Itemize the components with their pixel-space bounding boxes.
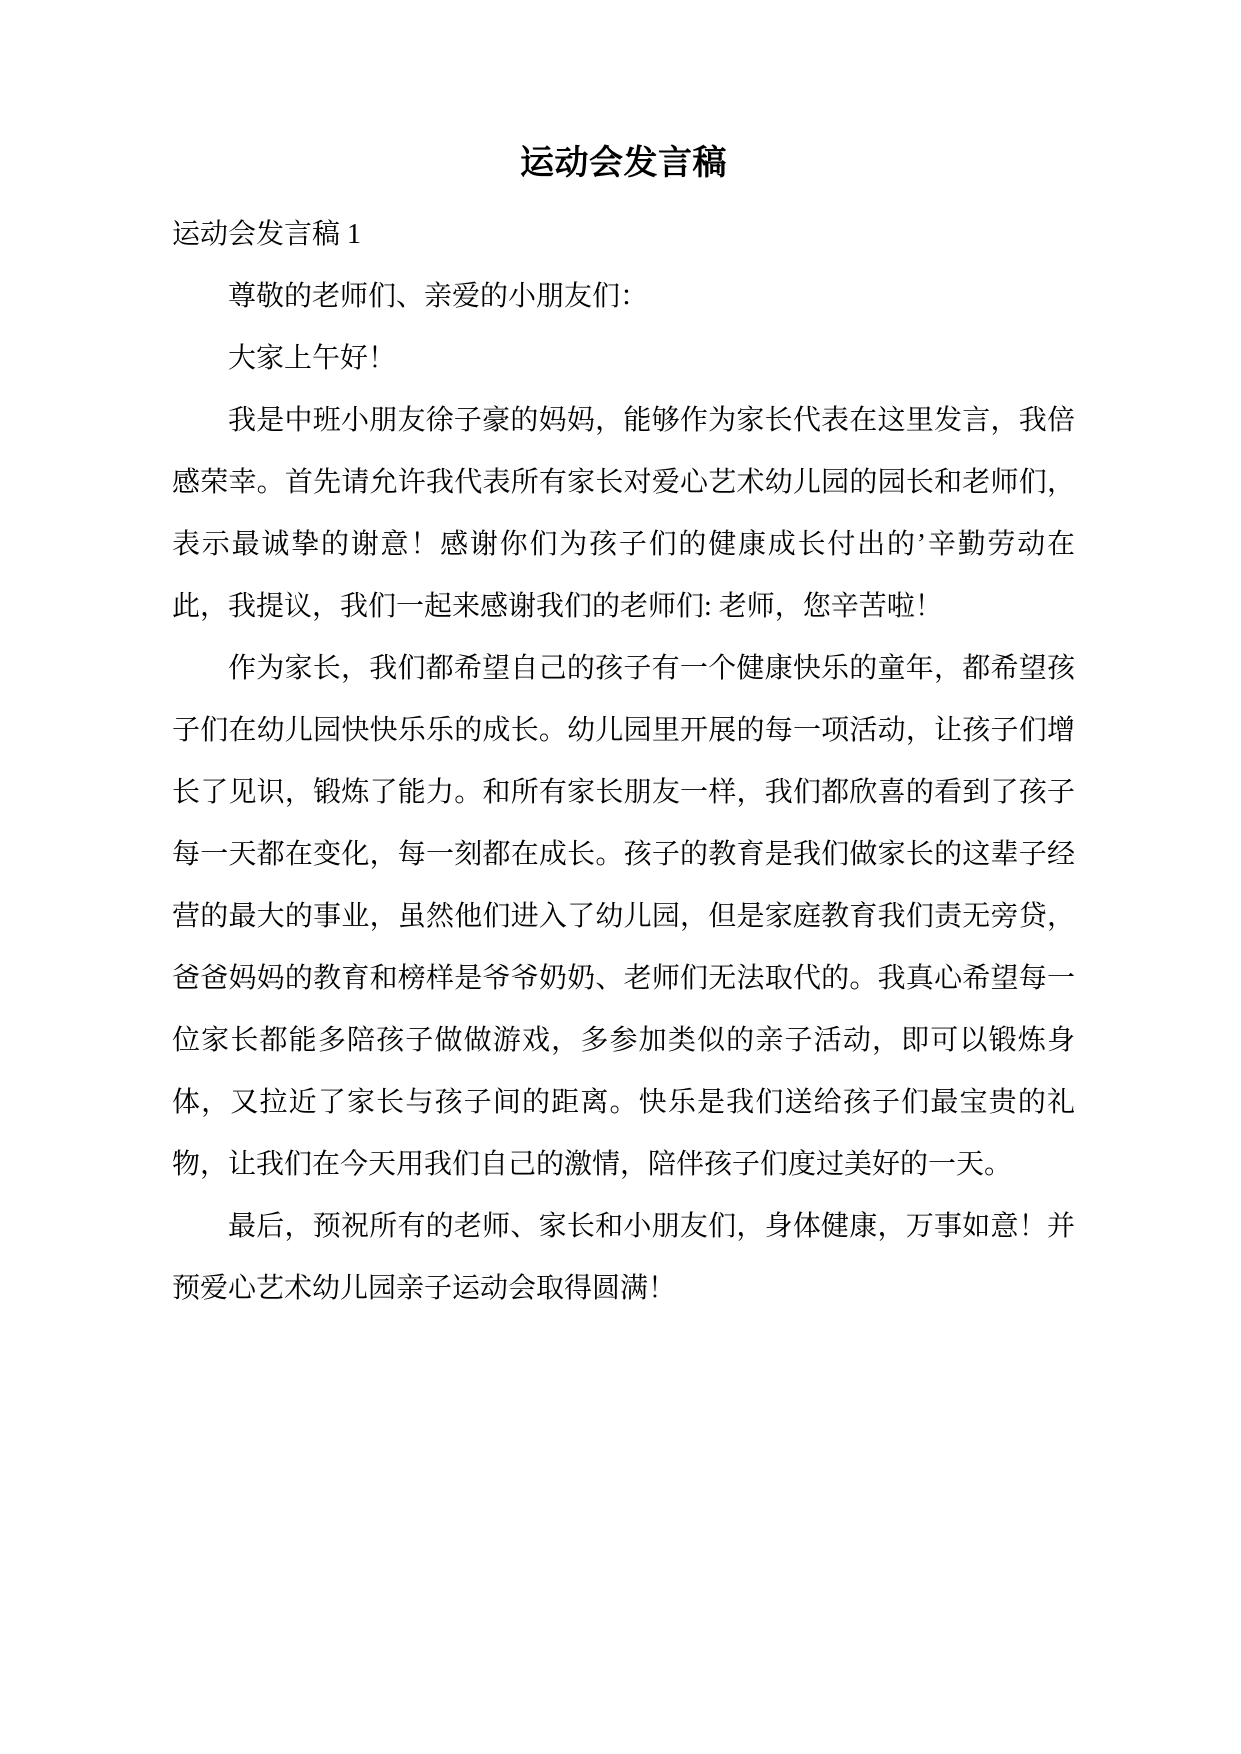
- paragraph: 我是中班小朋友徐子豪的妈妈，能够作为家长代表在这里发言，我倍感荣幸。首先请允许我代表所有家长对爱心艺术幼儿园的园长和老师们，表示最诚挚的谢意！感谢你们为孩子们的健康成长付出的’辛勤劳动在此，我提议，我们一起来感谢我们的老师们: 老师，您辛苦啦！: [172, 405, 1075, 622]
- paragraph: 尊敬的老师们、亲爱的小朋友们：: [228, 281, 649, 312]
- document-subtitle: 运动会发言稿 1: [172, 219, 362, 250]
- document-title: 运动会发言稿: [520, 145, 727, 182]
- paragraph: 作为家长，我们都希望自己的孩子有一个健康快乐的童年，都希望孩子们在幼儿园快快乐乐的成长。幼儿园里开展的每一项活动，让孩子们增长了见识，锻炼了能力。和所有家长朋友一样，我们都欣喜的看到了孩子每一天都在变化，每一刻都在成长。孩子的教育是我们做家长的这辈子经营的最大的事业，虽然他们进入了幼儿园，但是家庭教育我们责无旁贷，爸爸妈妈的教育和榜样是爷爷奶奶、老师们无法取代的。我真心希望每一位家长都能多陪孩子做做游戏，多参加类似的亲子活动，即可以锻炼身体，又拉近了家长与孩子间的距离。快乐是我们送给孩子们最宝贵的礼物，让我们在今天用我们自己的激情，陪伴孩子们度过美好的一天。: [172, 653, 1075, 1180]
- paragraph: 最后，预祝所有的老师、家长和小朋友们，身体健康，万事如意！并预爱心艺术幼儿园亲子运动会取得圆满！: [172, 1211, 1075, 1304]
- paragraph: 大家上午好！: [228, 343, 397, 374]
